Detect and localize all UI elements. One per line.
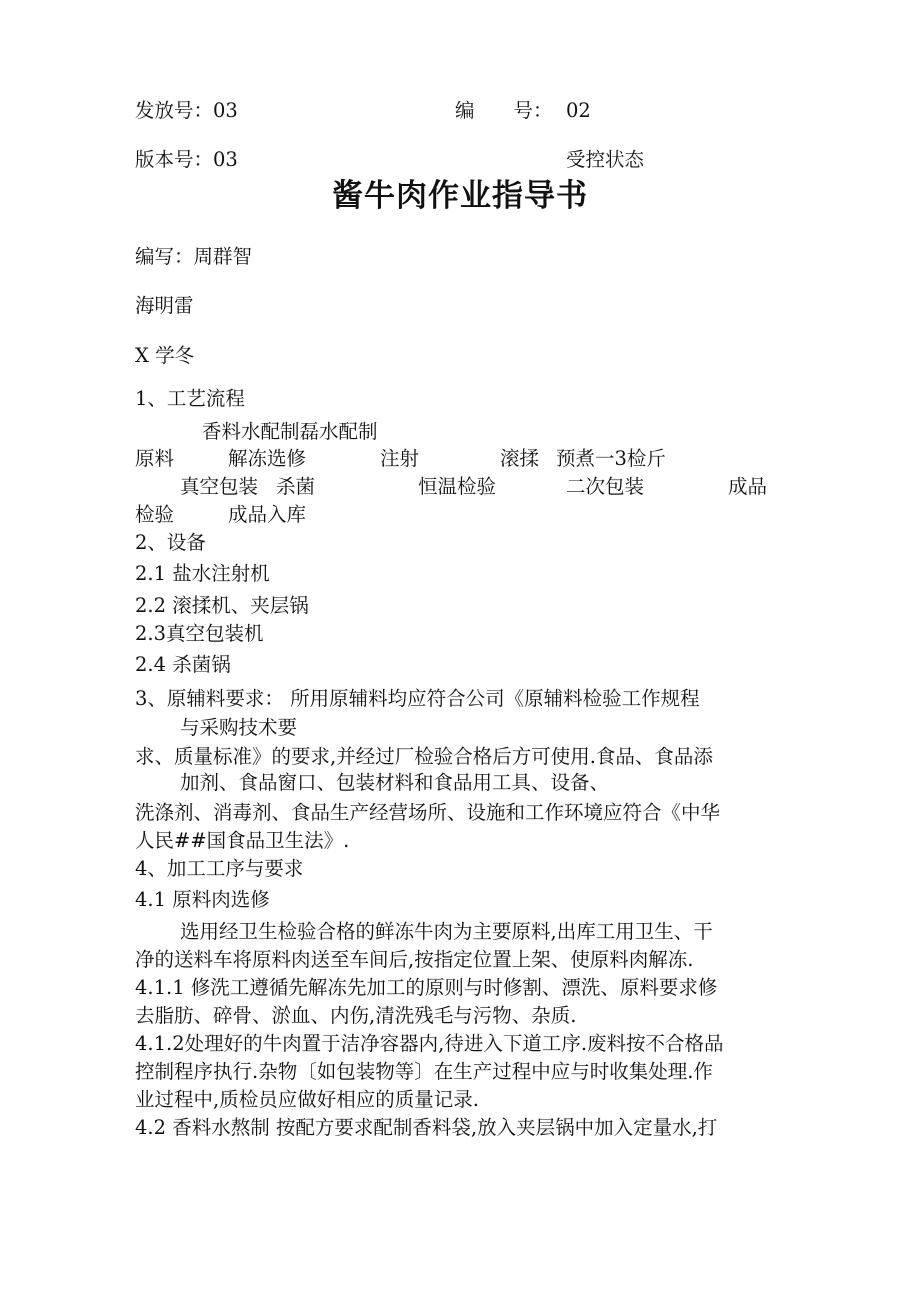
flow-line-1: 香料水配制磊水配制 <box>202 420 378 443</box>
section-4-1-line: 选用经卫生检验合格的鲜冻牛肉为主要原料,出库工用卫生、干 <box>180 920 713 943</box>
control-status: 受控状态 <box>566 148 645 171</box>
code-number-label: 编 号： <box>455 99 553 122</box>
version-number: 版本号：03 <box>135 148 238 171</box>
section-3-line: 加剂、食品窗口、包装材料和食品用工具、设备、 <box>180 771 610 794</box>
equipment-item: 2.3真空包装机 <box>135 622 264 645</box>
section-3-line: 求、质量标准》的要求,并经过厂检验合格后方可使用.食品、食品添 <box>135 745 713 768</box>
flow-step-precook: 预煮一3检斤 <box>556 447 666 470</box>
section-1-heading: 1、工艺流程 <box>135 387 245 410</box>
document-title: 酱牛肉作业指导书 <box>332 178 588 214</box>
flow-step-incubate: 恒温检验 <box>418 475 497 498</box>
section-2-heading: 2、设备 <box>135 531 206 554</box>
flow-step-sterilize: 杀菌 <box>276 475 316 498</box>
equipment-item: 2.2 滚揉机、夹层锅 <box>135 594 309 617</box>
equipment-item: 2.1 盐水注射机 <box>135 562 270 585</box>
section-4-1-2-line: 控制程序执行.杂物〔如包装物等〕在生产过程中应与时收集处理.作 <box>135 1060 713 1083</box>
section-3-line: 与采购技术要 <box>180 716 298 739</box>
code-number-value: 02 <box>566 99 591 122</box>
flow-step-vacuum: 真空包装 <box>180 475 259 498</box>
section-4-1-heading: 4.1 原料肉选修 <box>135 888 270 911</box>
section-4-1-1-line: 4.1.1 修洗工遵循先解冻先加工的原则与时修割、漂洗、原料要求修 <box>135 976 718 999</box>
section-4-1-1-line: 去脂肪、碎骨、淤血、内伤,清洗残毛与污物、杂质. <box>135 1004 577 1027</box>
flow-step-raw: 原料 <box>135 447 175 470</box>
section-3-line: 人民##国食品卫生法》. <box>135 829 350 852</box>
flow-step-inject: 注射 <box>380 447 420 470</box>
section-4-2-line: 4.2 香料水熬制 按配方要求配制香料袋,放入夹层锅中加入定量水,打 <box>135 1116 718 1139</box>
writer: 编写：周群智 <box>135 245 253 268</box>
equipment-item: 2.4 杀菌锅 <box>135 653 231 676</box>
section-4-heading: 4、加工工序与要求 <box>135 857 304 880</box>
flow-step-finished: 成品 <box>728 475 768 498</box>
flow-step-inspect: 检验 <box>135 503 175 526</box>
section-3-line: 洗涤剂、消毒剂、食品生产经营场所、设施和工作环境应符合《中华 <box>135 801 721 824</box>
flow-step-warehouse: 成品入库 <box>228 503 307 526</box>
flow-step-tumble: 滚揉 <box>500 447 540 470</box>
section-4-1-2-line: 业过程中,质检员应做好相应的质量记录. <box>135 1088 479 1111</box>
author-line-2: 海明雷 <box>135 294 194 317</box>
flow-step-repack: 二次包装 <box>566 475 645 498</box>
section-4-1-line: 净的送料车将原料肉送至车间后,按指定位置上架、使原料肉解冻. <box>135 948 694 971</box>
issue-number: 发放号：03 <box>135 99 238 122</box>
author-line-3: X 学冬 <box>135 344 195 367</box>
section-3-line: 3、原辅料要求： 所用原辅料均应符合公司《原辅料检验工作规程 <box>135 687 700 710</box>
flow-step-thaw: 解冻选修 <box>228 447 307 470</box>
section-4-1-2-line: 4.1.2处理好的牛肉置于洁净容器内,待进入下道工序.废料按不合格品 <box>135 1032 724 1055</box>
